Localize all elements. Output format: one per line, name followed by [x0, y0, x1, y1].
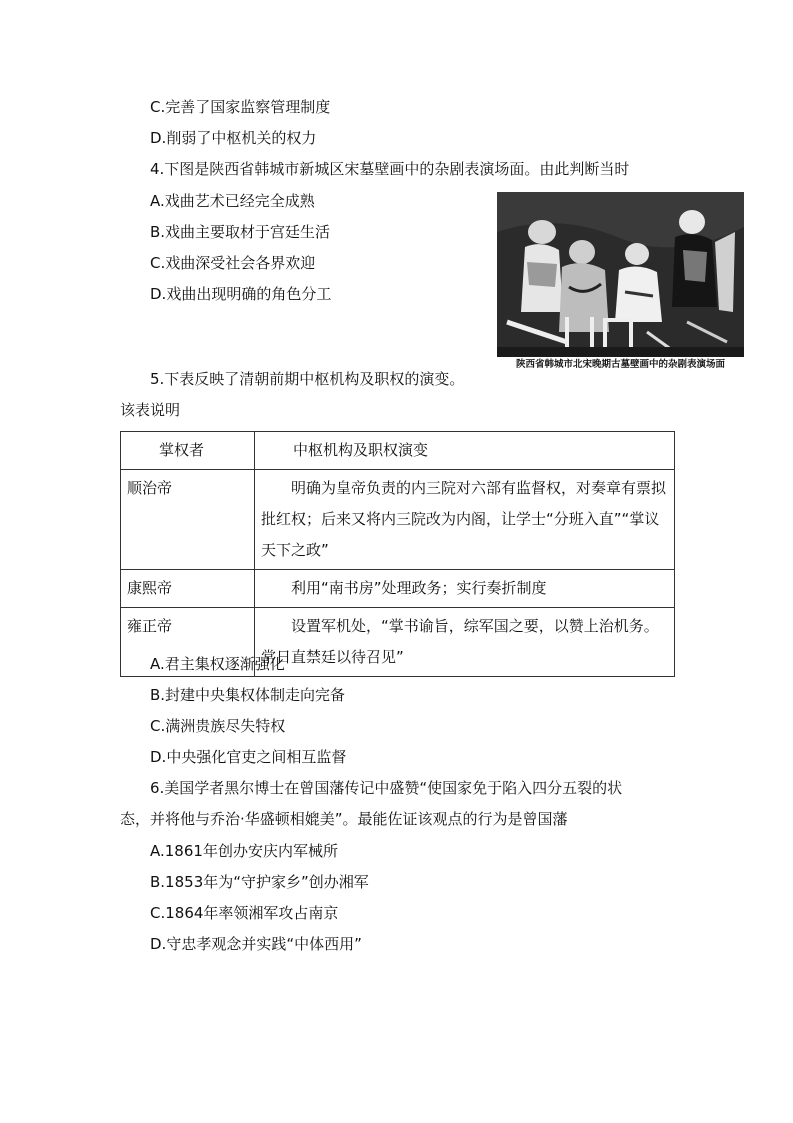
q3-option-c: C.完善了国家监察管理制度: [150, 98, 331, 116]
q5-option-c: C.满洲贵族尽失特权: [150, 717, 286, 735]
q5-option-d: D.中央强化官吏之间相互监督: [150, 748, 347, 766]
table-cell-institution: 明确为皇帝负责的内三院对六部有监督权，对奏章有票拟批红权；后来又将内三院改为内阁，让学士“分班入直”“掌议天下之政”: [255, 470, 675, 570]
q5-stem: 5.下表反映了清朝前期中枢机构及职权的演变。: [150, 370, 465, 388]
table-header-row: [121, 432, 675, 470]
table-cell-ruler: 雍正帝: [121, 608, 255, 677]
q6-stem-cont: 态，并将他与乔治·华盛顿相媲美”。最能佐证该观点的行为是曾国藩: [120, 810, 568, 828]
table-header-ruler: 掌权者: [121, 432, 255, 470]
q3-option-d: D.削弱了中枢机关的权力: [150, 129, 317, 147]
evolution-table: [120, 431, 675, 677]
q6-option-c: C.1864年率领湘军攻占南京: [150, 904, 339, 922]
mural-figure-illustration: [497, 192, 744, 357]
q5-stem-cont: 该表说明: [120, 401, 181, 419]
figure-caption: 陕西省韩城市北宋晚期古墓壁画中的杂剧表演场面: [515, 359, 725, 370]
q4-option-d: D.戏曲出现明确的角色分工: [150, 285, 332, 303]
table-cell-ruler: 顺治帝: [121, 470, 255, 570]
table-cell-institution: 设置军机处，“掌书谕旨，综军国之要，以赞上治机务。常日直禁廷以待召见”: [255, 608, 675, 677]
mural-image: [497, 192, 744, 357]
q5-option-a: A.君主集权逐渐强化: [150, 655, 285, 673]
q6-option-d: D.守忠孝观念并实践“中体西用”: [150, 935, 362, 953]
q6-option-b: B.1853年为“守护家乡”创办湘军: [150, 873, 369, 891]
q6-option-a: A.1861年创办安庆内军械所: [150, 842, 338, 860]
q4-option-b: B.戏曲主要取材于宫廷生活: [150, 223, 331, 241]
table-row: [121, 570, 675, 608]
q4-option-a: A.戏曲艺术已经完全成熟: [150, 192, 315, 210]
q4-stem: 4.下图是陕西省韩城市新城区宋墓壁画中的杂剧表演场面。由此判断当时: [150, 160, 630, 178]
table-header-institution: 中枢机构及职权演变: [255, 432, 675, 470]
q6-stem: 6.美国学者黑尔博士在曾国藩传记中盛赞“使国家免于陷入四分五裂的状: [150, 779, 623, 797]
table-row: [121, 470, 675, 570]
q5-option-b: B.封建中央集权体制走向完备: [150, 686, 346, 704]
table-cell-ruler: 康熙帝: [121, 570, 255, 608]
q4-option-c: C.戏曲深受社会各界欢迎: [150, 254, 316, 272]
table-cell-institution: 利用“南书房”处理政务；实行奏折制度: [255, 570, 675, 608]
